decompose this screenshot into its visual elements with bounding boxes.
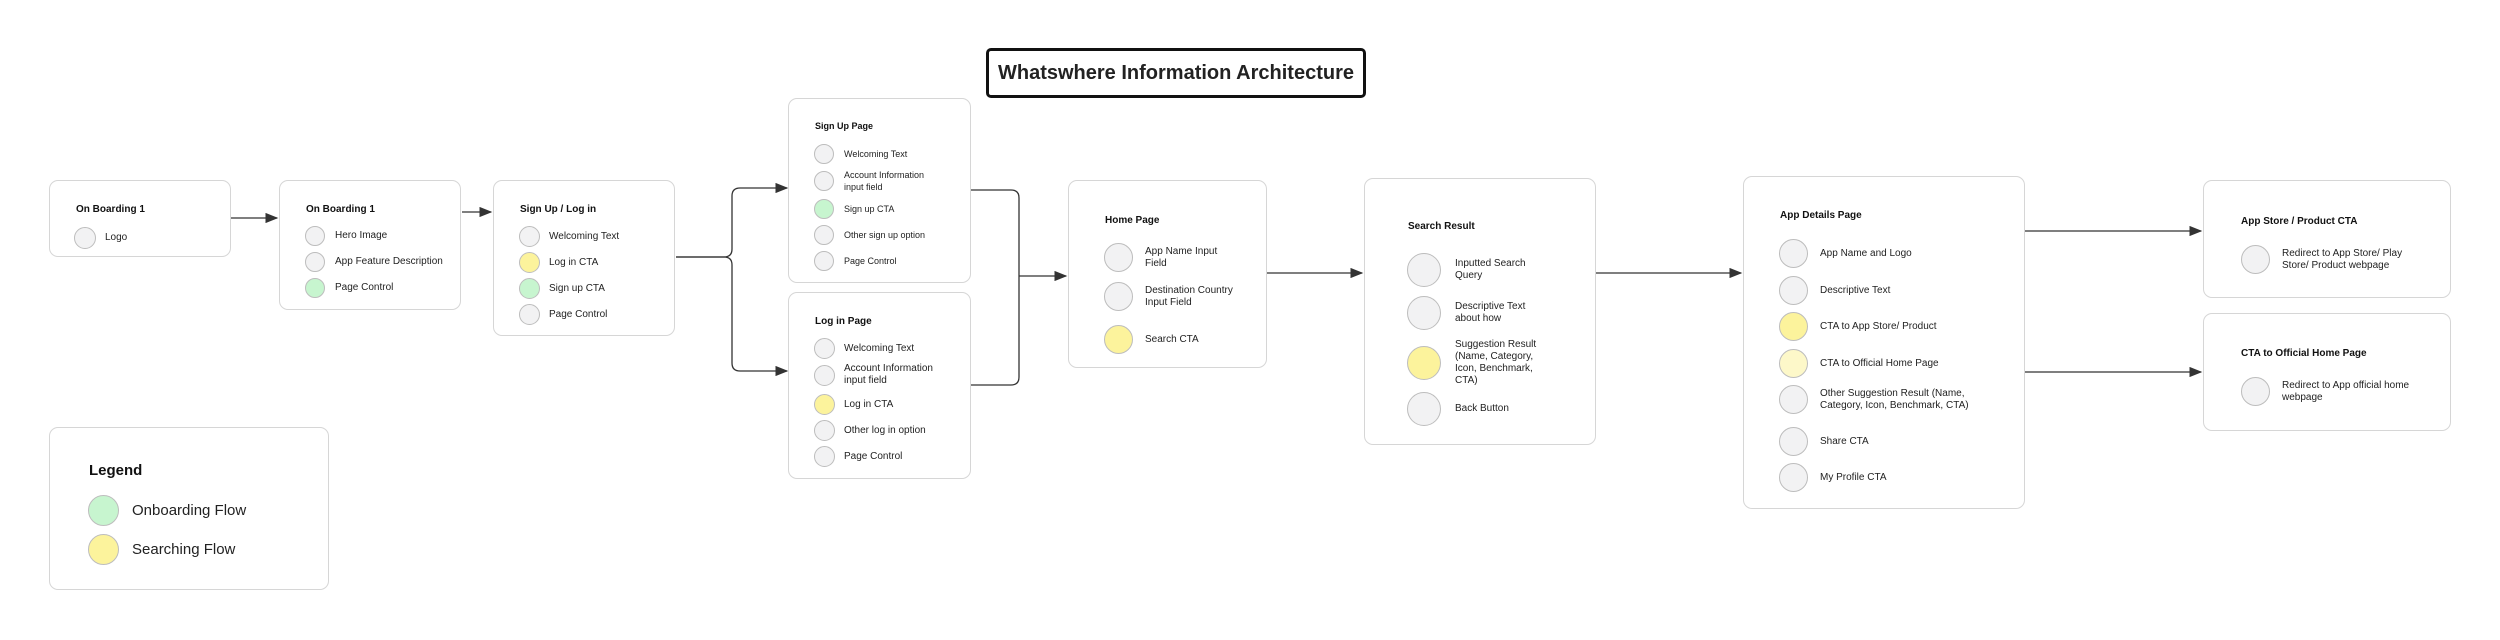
card-onboarding-1b <box>279 180 461 310</box>
arrow-signup-login-to-signup-page <box>676 188 787 257</box>
arrow-signup-login-to-login-page <box>676 257 787 371</box>
neutral-dot <box>814 338 835 359</box>
card-signup-page <box>788 98 971 283</box>
list-item <box>519 226 669 247</box>
item-label: Search CTA <box>1145 333 1199 345</box>
item-label: Descriptive Text <box>1820 284 1891 296</box>
item-label: Redirect to App official home webpage <box>2282 379 2410 403</box>
card-app-store <box>2203 180 2451 298</box>
card-home-page <box>1068 180 1267 368</box>
list-item <box>519 252 669 273</box>
card-title: Sign Up Page <box>815 121 874 131</box>
legend-item-searching <box>88 534 308 565</box>
neutral-dot <box>2241 377 2270 406</box>
list-item <box>305 252 460 272</box>
list-item <box>1779 427 2009 456</box>
list-item <box>1104 325 1264 354</box>
item-label: Welcoming Text <box>844 149 908 159</box>
item-label: Page Control <box>844 450 903 462</box>
list-item <box>1407 253 1587 287</box>
list-item <box>305 278 455 298</box>
item-label: Log in CTA <box>549 256 599 268</box>
list-item <box>1104 243 1264 272</box>
onboarding-dot <box>305 278 325 298</box>
legend <box>49 427 329 590</box>
item-label: Welcoming Text <box>844 342 915 354</box>
list-item <box>814 363 954 387</box>
card-official-home <box>2203 313 2451 431</box>
card-title: Search Result <box>1408 221 1475 232</box>
legend-item-onboarding <box>88 495 308 526</box>
list-item <box>519 304 669 325</box>
item-label: Hero Image <box>335 230 388 241</box>
list-item <box>814 144 964 164</box>
list-item <box>1407 392 1587 426</box>
neutral-dot <box>1104 243 1133 272</box>
list-item <box>2241 377 2441 406</box>
searching-swatch <box>88 534 119 565</box>
card-title: App Store / Product CTA <box>2241 216 2358 227</box>
neutral-dot <box>1779 239 1808 268</box>
neutral-dot <box>1779 427 1808 456</box>
neutral-dot <box>1104 282 1133 311</box>
searching-dot <box>1779 312 1808 341</box>
onboarding-dot <box>814 199 834 219</box>
item-label: Share CTA <box>1820 435 1869 447</box>
list-item <box>814 199 964 219</box>
card-title: Sign Up / Log in <box>520 204 597 215</box>
list-item <box>519 278 669 299</box>
list-item <box>1779 349 2009 378</box>
item-label: Suggestion Result (Name, Category, Icon, Benchmark, CTA) <box>1455 339 1537 386</box>
item-label: Sign up CTA <box>549 282 605 294</box>
item-label: CTA to Official Home Page <box>1820 357 1939 369</box>
list-item <box>814 446 964 467</box>
item-label: Page Control <box>335 282 394 293</box>
neutral-dot <box>814 171 834 191</box>
legend-label: Onboarding Flow <box>132 502 247 519</box>
card-login-page <box>788 292 971 479</box>
list-item <box>1104 282 1264 311</box>
list-item <box>2241 245 2441 274</box>
list-item <box>1779 385 2019 414</box>
item-label: Page Control <box>549 308 608 320</box>
neutral-dot <box>519 226 540 247</box>
list-item <box>814 169 954 193</box>
neutral-dot <box>305 252 325 272</box>
neutral-dot <box>814 144 834 164</box>
list-item <box>305 226 455 246</box>
item-label: Other log in option <box>844 424 926 436</box>
neutral-dot <box>305 226 325 246</box>
card-app-details <box>1743 176 2025 509</box>
list-item <box>1779 239 2009 268</box>
neutral-dot <box>814 420 835 441</box>
neutral-dot <box>814 251 834 271</box>
item-label: Back Button <box>1455 403 1509 414</box>
list-item <box>74 227 224 249</box>
list-item <box>1407 296 1587 330</box>
onboarding-swatch <box>88 495 119 526</box>
neutral-dot <box>519 304 540 325</box>
list-item <box>1779 276 2009 305</box>
item-label: Other Suggestion Result (Name, Category, Icon, Benchmark, CTA) <box>1820 387 1969 411</box>
card-signup-login <box>493 180 675 336</box>
neutral-dot <box>74 227 96 249</box>
legend-title: Legend <box>89 462 143 479</box>
list-item <box>814 420 964 441</box>
legend-label: Searching Flow <box>132 541 236 558</box>
item-label: My Profile CTA <box>1820 471 1887 483</box>
arrow-login-page-to-home <box>971 276 1019 385</box>
item-label: Logo <box>105 232 128 243</box>
onboarding-dot <box>519 278 540 299</box>
searching-dot <box>814 394 835 415</box>
item-label: Inputted Search Query <box>1455 258 1526 281</box>
neutral-dot <box>814 446 835 467</box>
list-item <box>1779 463 2009 492</box>
neutral-dot <box>814 225 834 245</box>
card-title: Log in Page <box>815 316 872 327</box>
item-label: Log in CTA <box>844 398 894 410</box>
searching-dot <box>1779 349 1808 378</box>
arrow-signup-page-to-home <box>971 190 1019 276</box>
item-label: Welcoming Text <box>549 230 620 242</box>
neutral-dot <box>2241 245 2270 274</box>
item-label: Redirect to App Store/ Play Store/ Product webpage <box>2282 247 2403 271</box>
card-title: On Boarding 1 <box>306 204 375 215</box>
item-label: Account Information input field <box>844 363 933 386</box>
item-label: Destination Country Input Field <box>1145 284 1233 308</box>
list-item <box>814 251 964 271</box>
neutral-dot <box>1407 296 1441 330</box>
item-label: Sign up CTA <box>844 204 895 214</box>
item-label: Account Information input field <box>844 170 925 192</box>
item-label: Descriptive Text about how <box>1455 301 1526 324</box>
list-item <box>1407 339 1587 387</box>
neutral-dot <box>1779 276 1808 305</box>
list-item <box>814 394 964 415</box>
card-title: On Boarding 1 <box>76 204 145 215</box>
neutral-dot <box>1779 385 1808 414</box>
item-label: Page Control <box>844 256 897 266</box>
neutral-dot <box>1407 392 1441 426</box>
card-title: CTA to Official Home Page <box>2241 348 2367 359</box>
item-label: App Name and Logo <box>1820 247 1912 259</box>
card-onboarding-1a <box>49 180 231 257</box>
searching-dot <box>1407 346 1441 380</box>
item-label: App Name Input Field <box>1145 245 1218 269</box>
card-title: Home Page <box>1105 215 1160 226</box>
card-title: App Details Page <box>1780 210 1862 221</box>
neutral-dot <box>1779 463 1808 492</box>
list-item <box>1779 312 2009 341</box>
list-item <box>814 338 964 359</box>
list-item <box>814 225 964 245</box>
item-label: CTA to App Store/ Product <box>1820 320 1937 332</box>
card-search-result <box>1364 178 1596 445</box>
item-label: Other sign up option <box>844 230 926 240</box>
searching-dot <box>519 252 540 273</box>
item-label: App Feature Description <box>335 256 443 267</box>
searching-dot <box>1104 325 1133 354</box>
neutral-dot <box>814 365 835 386</box>
diagram-title: Whatswhere Information Architecture <box>986 48 1366 98</box>
neutral-dot <box>1407 253 1441 287</box>
